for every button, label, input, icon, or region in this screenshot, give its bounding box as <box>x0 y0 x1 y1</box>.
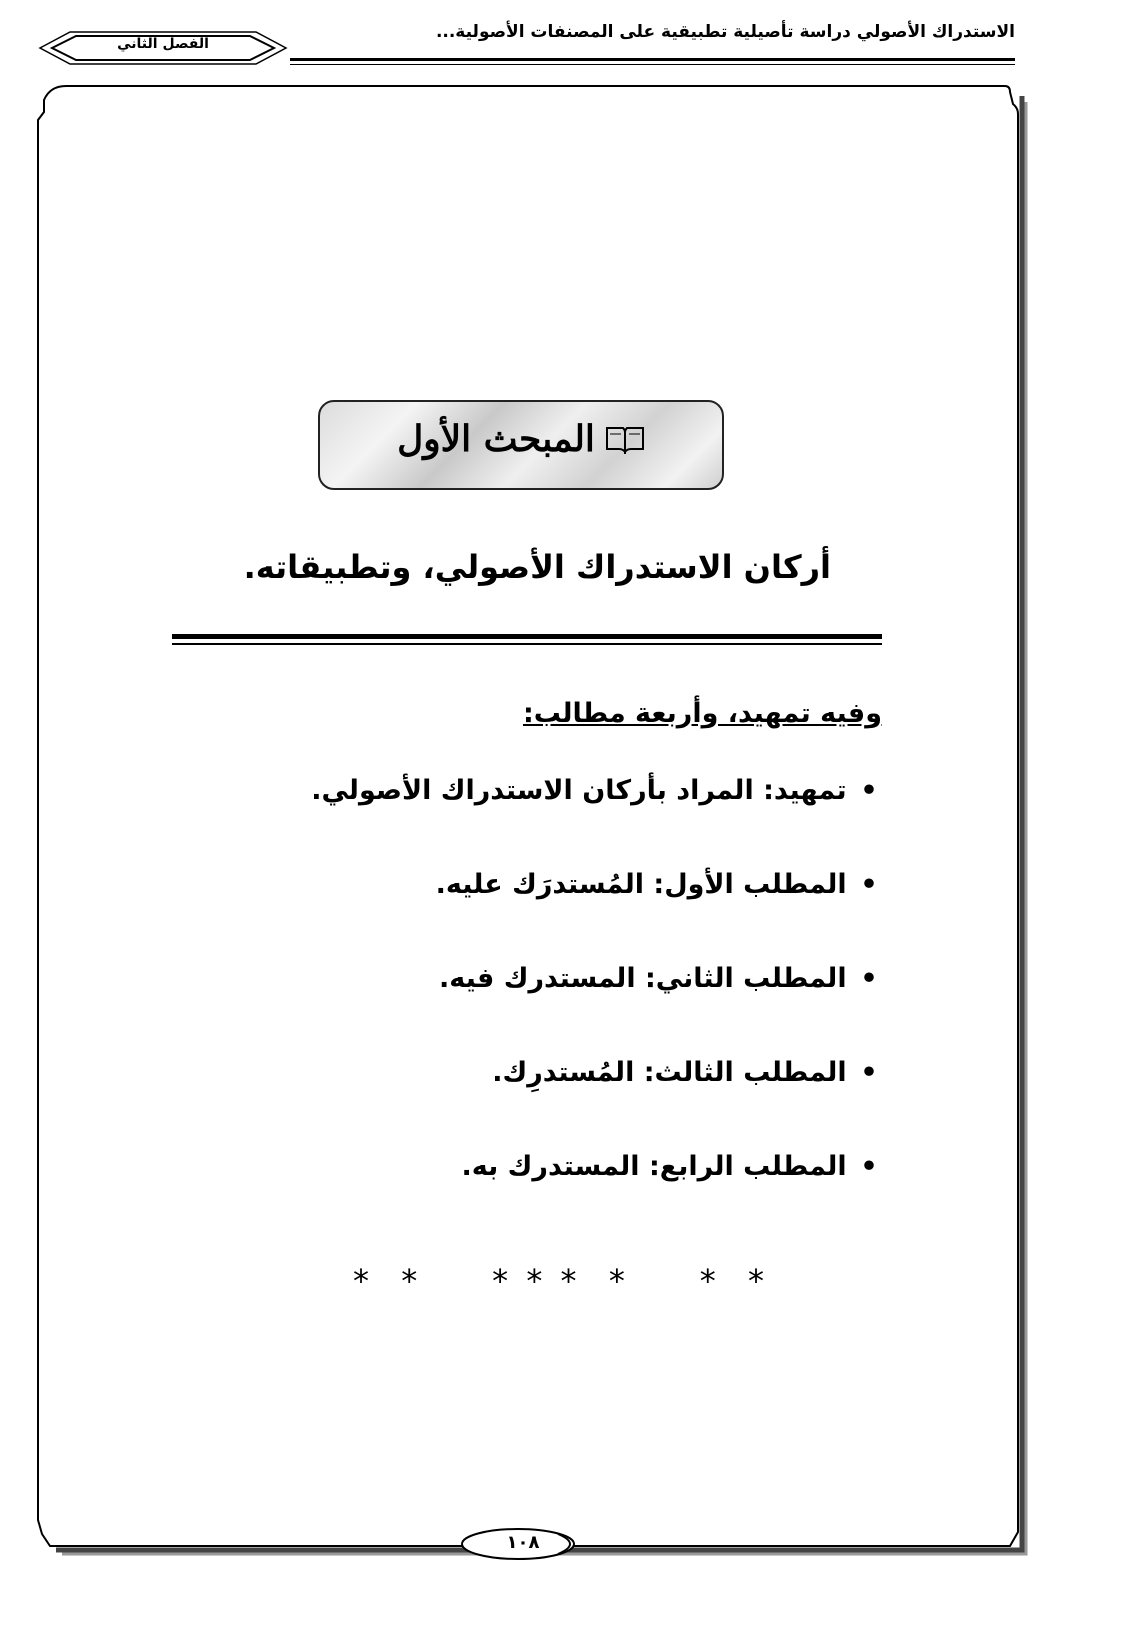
divider-thin <box>172 643 882 645</box>
list-item <box>311 775 882 869</box>
page-number-badge <box>458 1526 588 1562</box>
topic-text: المطلب الرابع: المستدرك به. <box>461 1151 847 1182</box>
list-item <box>311 1057 882 1151</box>
page-number: ١٠٨ <box>506 1532 540 1553</box>
divider-thick <box>172 634 882 639</box>
bullet: • <box>860 1151 878 1182</box>
chapter-label: الفصل الثاني <box>117 36 209 52</box>
bullet: • <box>860 1057 878 1088</box>
list-item <box>311 963 882 1057</box>
list-item <box>311 869 882 963</box>
topic-text: المطلب الأول: المُستدرَك عليه. <box>435 869 847 900</box>
intro-line: وفيه تمهيد، وأربعة مطالب: <box>522 698 882 729</box>
bullet: • <box>860 869 878 900</box>
section-heading-box <box>318 400 724 490</box>
book-title-header: الاستدراك الأصولي دراسة تأصيلية تطبيقية على المصنفات الأصولية... <box>435 22 1015 42</box>
topics-list <box>311 775 882 1245</box>
list-item <box>311 1151 882 1245</box>
topic-text: المطلب الثاني: المستدرك فيه. <box>438 963 847 994</box>
section-title-row <box>320 418 722 463</box>
section-title: المبحث الأول <box>397 418 595 460</box>
section-subtitle: أركان الاستدراك الأصولي، وتطبيقاته. <box>243 548 831 586</box>
bullet: • <box>860 775 878 806</box>
topic-text: المطلب الثالث: المُستدرِك. <box>492 1057 847 1088</box>
book-icon <box>605 421 645 463</box>
section-separator: * * * * * * * * <box>352 1262 769 1300</box>
topic-text: تمهيد: المراد بأركان الاستدراك الأصولي. <box>311 775 847 806</box>
bullet: • <box>860 963 878 994</box>
